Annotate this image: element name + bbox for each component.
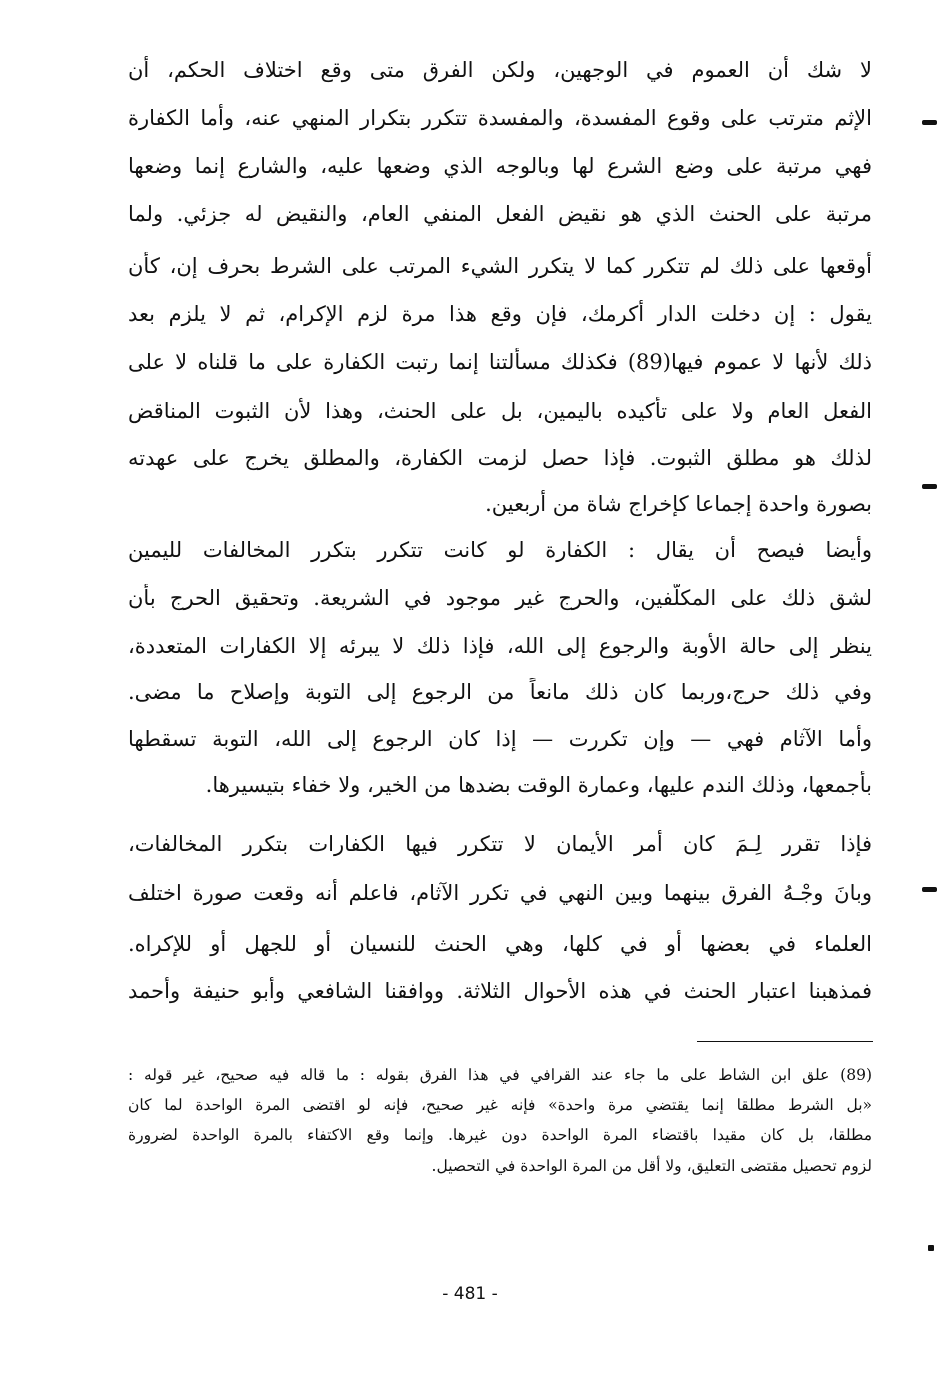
body-line: لا شك أن العموم في الوجهين، ولكن الفرق متى وقع اختلاف الحكم، أن bbox=[128, 58, 872, 82]
margin-mark bbox=[922, 120, 937, 125]
body-line: فإذا تقرر لِـمَ كان أمر الأيمان لا تتكرر فيها الكفارات بتكرر المخالفات، bbox=[128, 832, 872, 856]
body-line: الإثم مترتب على وقوع المفسدة، والمفسدة تتكرر بتكرار المنهي عنه، وأما الكفارة bbox=[128, 106, 872, 130]
body-line: ذلك لأنها لا عموم فيها(89) فكذلك مسألتنا إنما رتبت الكفارة على ما قلناه لا على bbox=[128, 350, 872, 374]
body-line: فمذهبنا اعتبار الحنث في هذه الأحوال الثلاثة. ووافقنا الشافعي وأبو حنيفة وأحمد bbox=[128, 979, 872, 1003]
margin-mark bbox=[922, 887, 937, 892]
footnote-line: مطلقا، بل كان مقيدا باقتضاء المرة الواحدة دون غيرها. وإنما وقع الاكتفاء بالمرة الواحدة لضرورة bbox=[128, 1126, 872, 1144]
body-line: أوقعها على ذلك لم تتكرر كما لا يتكرر الشيء المرتب على الشرط بحرف إن، كأن bbox=[128, 254, 872, 278]
footnote-rule bbox=[697, 1041, 873, 1042]
body-line: ينظر إلى حالة الأوبة والرجوع إلى الله، فإذا ذلك لا يبرئه إلا الكفارات المتعددة، bbox=[128, 634, 872, 658]
body-line: لذلك هو مطلق الثبوت. فإذا حصل لزمت الكفارة، والمطلق يخرج على عهدته bbox=[128, 446, 872, 470]
footnote-line: «بل الشرط مطلقا إنما يقتضي مرة واحدة» فإنه غير صحيح، فإنه لو اقتضى المرة الواحدة لما كان bbox=[128, 1096, 872, 1114]
margin-mark bbox=[922, 484, 937, 489]
body-line: يقول : إن دخلت الدار أكرمك، فإن وقع هذا مرة لزم الإكرام، ثم لا يلزم بعد bbox=[128, 302, 872, 326]
footnote-line: (89) علق ابن الشاط على ما جاء عند القرافي في هذا الفرق بقوله : ما قاله فيه صحيح، غير قوله : bbox=[128, 1066, 872, 1084]
body-line: بصورة واحدة إجماعا كإخراج شاة من أربعين. bbox=[485, 492, 872, 516]
body-line: وفي ذلك حرج،وربما كان ذلك مانعاً من الرجوع إلى التوبة وإصلاح ما مضى. bbox=[128, 680, 872, 704]
body-line: بأجمعها، وذلك الندم عليها، وعمارة الوقت بضدها من الخير، ولا خفاء بتيسيرها. bbox=[205, 773, 872, 797]
body-line: مرتبة على الحنث الذي هو نقيض الفعل المنفي العام، والنقيض له جزئي. ولما bbox=[128, 202, 872, 226]
body-line: وأيضا فيصح أن يقال : الكفارة لو كانت تتكرر بتكرر المخالفات لليمين bbox=[128, 538, 872, 562]
body-line: وبانَ وجْـهُ الفرق بينهما وبين النهي في تكرر الآثام، فاعلم أنه وقعت صورة اختلف bbox=[128, 881, 872, 905]
margin-mark bbox=[928, 1245, 934, 1251]
page-number: - 481 - bbox=[442, 1284, 498, 1304]
body-line: وأما الآثام فهي — وإن تكررت — إذا كان الرجوع إلى الله، التوبة تسقطها bbox=[128, 727, 872, 751]
body-line: فهي مرتبة على وضع الشرع لها وبالوجه الذي وضعها عليه، والشارع إنما وضعها bbox=[128, 154, 872, 178]
body-line: لشق ذلك على المكلَّفين، والحرج غير موجود في الشريعة. وتحقيق الحرج بأن bbox=[128, 586, 872, 610]
body-line: العلماء في بعضها أو في كلها، وهي الحنث للنسيان أو للجهل أو للإكراه. bbox=[128, 932, 872, 956]
body-line: الفعل العام ولا على تأكيده باليمين، بل على الحنث، وهذا لأن الثبوت المناقض bbox=[128, 399, 872, 423]
footnote-line: لزوم تحصيل مقتضى التعليق، ولا أقل من المرة الواحدة في التحصيل. bbox=[431, 1157, 872, 1175]
